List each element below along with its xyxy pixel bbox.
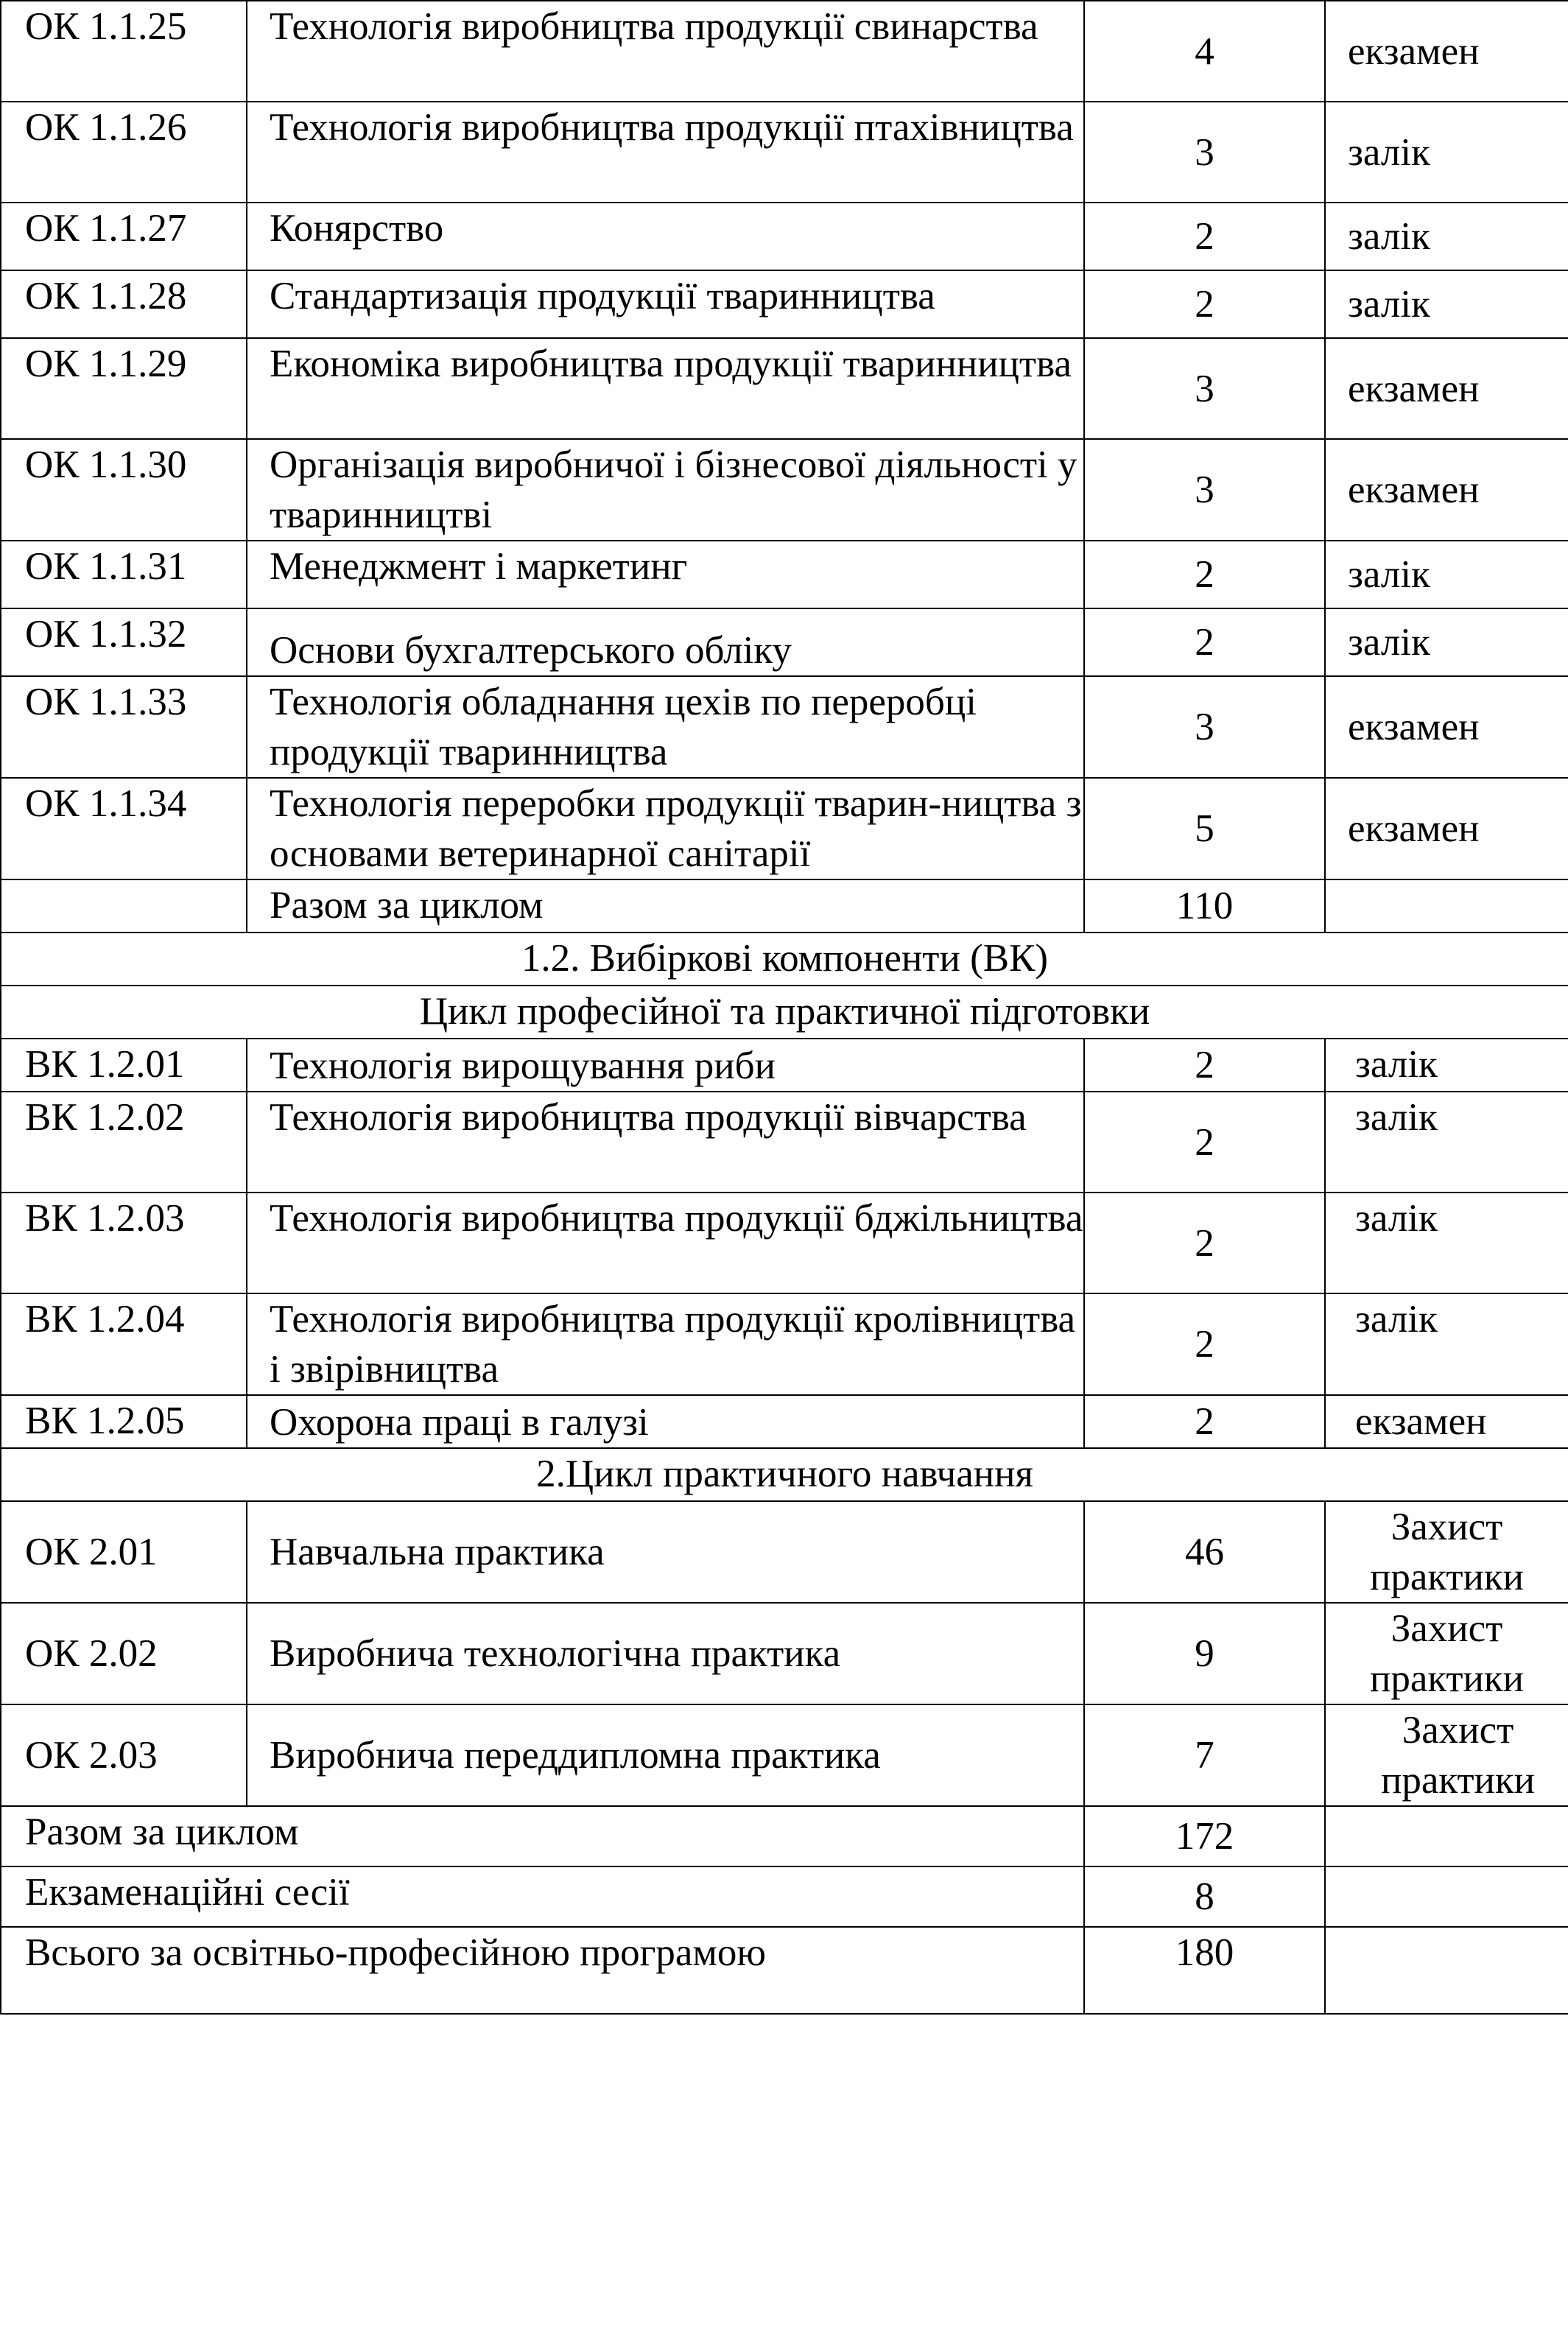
course-name: Технологія виробництва продукції бджільництва — [247, 1193, 1084, 1293]
cycle-total-label: Разом за циклом — [247, 879, 1084, 933]
assessment-form: залік — [1325, 1193, 1568, 1293]
empty-cell — [1325, 1927, 1568, 2014]
table-row — [1, 1293, 1568, 1395]
course-credits: 2 — [1084, 608, 1325, 676]
course-name: Технологія вирощування риби — [247, 1039, 1084, 1092]
grand-total-credits: 180 — [1084, 1927, 1325, 2014]
course-name: Технологія переробки продукції тварин-ництва з основами ветеринарної санітарії — [247, 778, 1084, 879]
empty-cell — [1325, 1806, 1568, 1866]
course-name: Менеджмент і маркетинг — [247, 541, 1084, 608]
table-row — [1, 1501, 1568, 1603]
table-row — [1, 1395, 1568, 1448]
table-row — [1, 102, 1568, 203]
empty-cell — [1325, 879, 1568, 933]
course-code: ОК 1.1.27 — [1, 203, 247, 270]
cycle-total-label: Разом за циклом — [1, 1806, 1084, 1866]
course-name: Технологія виробництва продукції птахівництва — [247, 102, 1084, 203]
course-credits: 2 — [1084, 1193, 1325, 1293]
section-header-row — [1, 933, 1568, 986]
section-header-row — [1, 986, 1568, 1039]
course-credits: 3 — [1084, 439, 1325, 541]
course-credits: 5 — [1084, 778, 1325, 879]
empty-cell — [1, 879, 247, 933]
assessment-form: екзамен — [1325, 1, 1568, 102]
table-row — [1, 1039, 1568, 1092]
course-code: ОК 1.1.26 — [1, 102, 247, 203]
course-code: ВК 1.2.02 — [1, 1092, 247, 1193]
assessment-form: залік — [1325, 203, 1568, 270]
course-name: Технологія виробництва продукції свинарства — [247, 1, 1084, 102]
assessment-form: залік — [1325, 102, 1568, 203]
course-credits: 46 — [1084, 1501, 1325, 1603]
assessment-form: екзамен — [1325, 676, 1568, 778]
course-name: Економіка виробництва продукції тваринництва — [247, 338, 1084, 439]
cycle-total-row — [1, 879, 1568, 933]
exam-sessions-label: Екзаменаційні сесії — [1, 1866, 1084, 1927]
course-name: Стандартизація продукції тваринництва — [247, 270, 1084, 338]
course-credits: 2 — [1084, 1395, 1325, 1448]
course-code: ОК 1.1.33 — [1, 676, 247, 778]
grand-total-row — [1, 1927, 1568, 2014]
course-code: ОК 1.1.25 — [1, 1, 247, 102]
table-row — [1, 203, 1568, 270]
assessment-form: залік — [1325, 1293, 1568, 1395]
exam-sessions-row — [1, 1866, 1568, 1927]
course-code: ОК 1.1.34 — [1, 778, 247, 879]
section-header-row — [1, 1448, 1568, 1501]
table-row — [1, 270, 1568, 338]
assessment-form: залік — [1325, 270, 1568, 338]
course-name: Навчальна практика — [247, 1501, 1084, 1603]
course-credits: 2 — [1084, 1092, 1325, 1193]
course-name: Технологія виробництва продукції вівчарства — [247, 1092, 1084, 1193]
course-credits: 3 — [1084, 676, 1325, 778]
table-row — [1, 1092, 1568, 1193]
table-row — [1, 1193, 1568, 1293]
table-row — [1, 1704, 1568, 1806]
section-elective-heading: 1.2. Вибіркові компоненти (ВК) — [1, 933, 1568, 986]
course-credits: 7 — [1084, 1704, 1325, 1806]
course-code: ВК 1.2.03 — [1, 1193, 247, 1293]
course-code: ОК 1.1.31 — [1, 541, 247, 608]
assessment-form: Захист практики — [1325, 1603, 1568, 1704]
course-code: ВК 1.2.01 — [1, 1039, 247, 1092]
cycle-total-row — [1, 1806, 1568, 1866]
table-row — [1, 608, 1568, 676]
table-row — [1, 1, 1568, 102]
course-code: ОК 1.1.32 — [1, 608, 247, 676]
course-code: ВК 1.2.04 — [1, 1293, 247, 1395]
course-name: Охорона праці в галузі — [247, 1395, 1084, 1448]
table-row — [1, 338, 1568, 439]
course-code: ОК 1.1.30 — [1, 439, 247, 541]
course-credits: 2 — [1084, 270, 1325, 338]
assessment-form: залік — [1325, 1039, 1568, 1092]
table-row — [1, 1603, 1568, 1704]
assessment-form: залік — [1325, 541, 1568, 608]
cycle-total-credits: 172 — [1084, 1806, 1325, 1866]
course-credits: 9 — [1084, 1603, 1325, 1704]
course-code: ОК 2.01 — [1, 1501, 247, 1603]
course-credits: 2 — [1084, 1039, 1325, 1092]
assessment-form: залік — [1325, 608, 1568, 676]
table-row — [1, 439, 1568, 541]
course-credits: 2 — [1084, 1293, 1325, 1395]
assessment-form: екзамен — [1325, 1395, 1568, 1448]
course-code: ОК 1.1.28 — [1, 270, 247, 338]
course-credits: 2 — [1084, 541, 1325, 608]
table-row — [1, 676, 1568, 778]
exam-sessions-credits: 8 — [1084, 1866, 1325, 1927]
course-credits: 2 — [1084, 203, 1325, 270]
table-row — [1, 778, 1568, 879]
assessment-form: Захист практики — [1325, 1704, 1568, 1806]
course-credits: 3 — [1084, 102, 1325, 203]
course-name: Технологія обладнання цехів по переробці продукції тваринництва — [247, 676, 1084, 778]
course-name: Виробнича технологічна практика — [247, 1603, 1084, 1704]
section-practice-heading: 2.Цикл практичного навчання — [1, 1448, 1568, 1501]
course-credits: 4 — [1084, 1, 1325, 102]
course-name: Організація виробничої і бізнесової діяльності у тваринництві — [247, 439, 1084, 541]
cycle-total-credits: 110 — [1084, 879, 1325, 933]
course-code: ОК 1.1.29 — [1, 338, 247, 439]
assessment-form: залік — [1325, 1092, 1568, 1193]
course-code: ОК 2.03 — [1, 1704, 247, 1806]
course-name: Конярство — [247, 203, 1084, 270]
assessment-form: Захист практики — [1325, 1501, 1568, 1603]
course-name: Технологія виробництва продукції кролівництва і звірівництва — [247, 1293, 1084, 1395]
empty-cell — [1325, 1866, 1568, 1927]
course-code: ВК 1.2.05 — [1, 1395, 247, 1448]
course-code: ОК 2.02 — [1, 1603, 247, 1704]
section-prof-cycle-heading: Цикл професійної та практичної підготовки — [1, 986, 1568, 1039]
assessment-form: екзамен — [1325, 338, 1568, 439]
course-name: Виробнича переддипломна практика — [247, 1704, 1084, 1806]
assessment-form: екзамен — [1325, 439, 1568, 541]
assessment-form: екзамен — [1325, 778, 1568, 879]
table-row — [1, 541, 1568, 608]
course-name: Основи бухгалтерського обліку — [247, 608, 1084, 676]
course-credits: 3 — [1084, 338, 1325, 439]
grand-total-label: Всього за освітньо-професійною програмою — [1, 1927, 1084, 2014]
